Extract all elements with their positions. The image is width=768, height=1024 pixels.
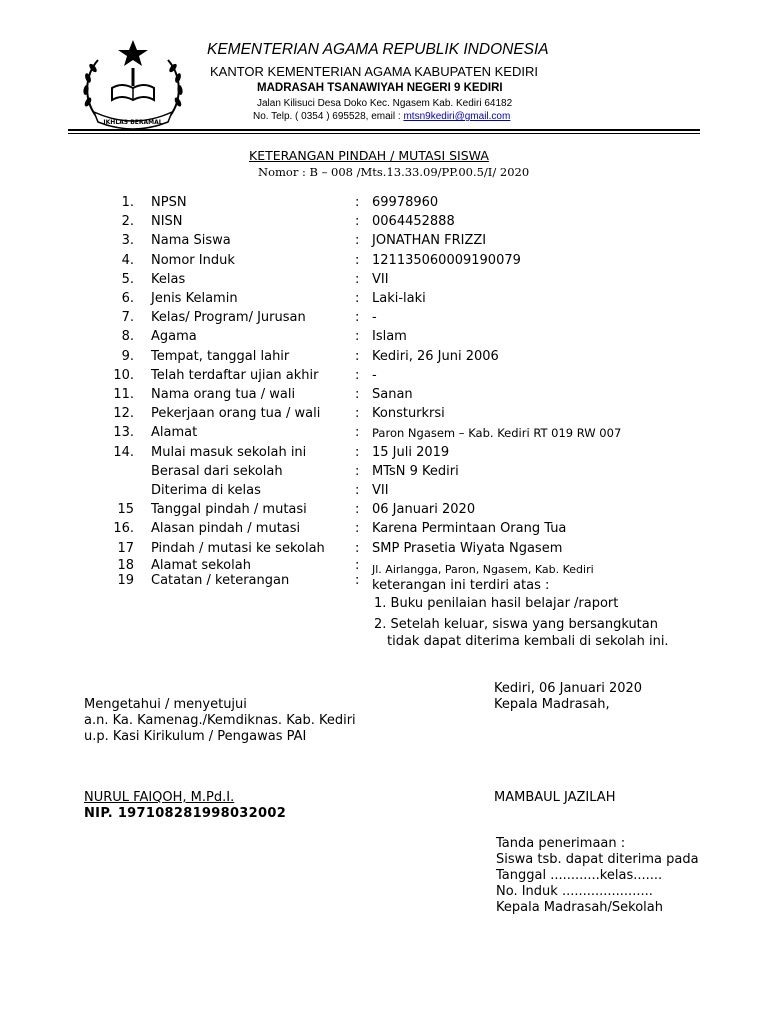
header-address: Jalan Kilisuci Desa Doko Kec. Ngasem Kab. Kediri 64182 bbox=[257, 98, 513, 109]
row-colon: : bbox=[355, 521, 360, 536]
row-label: Nama orang tua / wali bbox=[151, 387, 296, 402]
row-number: 12. bbox=[113, 406, 134, 421]
approval-line-3: u.p. Kasi Kirikulum / Pengawas PAI bbox=[84, 729, 307, 744]
row-value: Karena Permintaan Orang Tua bbox=[372, 521, 567, 536]
table-row bbox=[0, 272, 768, 291]
row-label: Telah terdaftar ujian akhir bbox=[151, 368, 319, 383]
table-row bbox=[0, 349, 768, 368]
row-value: 121135060009190079 bbox=[372, 253, 521, 268]
row-number: 16. bbox=[113, 521, 134, 536]
signature-position: Kepala Madrasah, bbox=[494, 697, 610, 712]
table-row bbox=[0, 483, 768, 502]
approver-nip: NIP. 197108281998032002 bbox=[84, 806, 287, 821]
row-number: 4. bbox=[121, 253, 134, 268]
table-row bbox=[0, 502, 768, 521]
table-row bbox=[0, 291, 768, 310]
table-row bbox=[0, 573, 768, 592]
row-value: VII bbox=[372, 483, 389, 498]
receipt-line-2: Siswa tsb. dapat diterima pada bbox=[496, 852, 699, 867]
email-link[interactable]: mtsn9kediri@gmail.com bbox=[403, 111, 511, 122]
row-label: Alamat bbox=[151, 425, 198, 440]
table-row bbox=[0, 195, 768, 214]
table-row bbox=[0, 387, 768, 406]
row-value: Kediri, 26 Juni 2006 bbox=[372, 349, 499, 364]
header-school: MADRASAH TSANAWIYAH NEGERI 9 KEDIRI bbox=[257, 82, 503, 94]
row-value: Jl. Airlangga, Paron, Ngasem, Kab. Kediri bbox=[372, 563, 594, 576]
row-value: 0064452888 bbox=[372, 214, 455, 229]
row-value: 06 Januari 2020 bbox=[372, 502, 476, 517]
approver-name: NURUL FAIQOH, M.Pd.I. bbox=[84, 790, 235, 805]
row-number: 6. bbox=[121, 291, 134, 306]
kemenag-logo bbox=[76, 38, 190, 130]
row-number: 11. bbox=[113, 387, 134, 402]
table-row bbox=[0, 253, 768, 272]
row-number: 8. bbox=[121, 329, 134, 344]
row-label: Pindah / mutasi ke sekolah bbox=[151, 541, 325, 556]
row-number: 13. bbox=[113, 425, 134, 440]
row-colon: : bbox=[355, 195, 360, 210]
row-label: Agama bbox=[151, 329, 197, 344]
receipt-line-4: No. Induk ...................... bbox=[496, 884, 653, 899]
row-label: Alasan pindah / mutasi bbox=[151, 521, 301, 536]
header-phone: No. Telp. ( 0354 ) 695528, email : bbox=[253, 111, 404, 122]
row-label: Alamat sekolah bbox=[151, 558, 251, 573]
row-number: 9. bbox=[121, 349, 134, 364]
row-label: Nomor Induk bbox=[151, 253, 235, 268]
header-rule-thick bbox=[68, 129, 700, 131]
approval-line-2: a.n. Ka. Kamenag./Kemdiknas. Kab. Kediri bbox=[84, 713, 356, 728]
row-colon: : bbox=[355, 253, 360, 268]
header-ministry: KEMENTERIAN AGAMA REPUBLIK INDONESIA bbox=[207, 41, 549, 58]
row-value: 69978960 bbox=[372, 195, 439, 210]
row-label: Berasal dari sekolah bbox=[151, 464, 283, 479]
row-value: MTsN 9 Kediri bbox=[372, 464, 459, 479]
note-item-1: 1. Buku penilaian hasil belajar /raport bbox=[374, 596, 619, 611]
row-value: Paron Ngasem – Kab. Kediri RT 019 RW 007 bbox=[372, 426, 622, 440]
row-label: Tempat, tanggal lahir bbox=[151, 349, 290, 364]
row-colon: : bbox=[355, 387, 360, 402]
row-colon: : bbox=[355, 541, 360, 556]
row-colon: : bbox=[355, 368, 360, 383]
row-value: Konsturkrsi bbox=[372, 406, 445, 421]
row-colon: : bbox=[355, 272, 360, 287]
row-colon: : bbox=[355, 310, 360, 325]
row-value: JONATHAN FRIZZI bbox=[372, 233, 487, 248]
row-number: 15 bbox=[117, 502, 134, 517]
table-row bbox=[0, 406, 768, 425]
row-number: 1. bbox=[121, 195, 134, 210]
row-colon: : bbox=[355, 291, 360, 306]
row-value: 15 Juli 2019 bbox=[372, 445, 450, 460]
row-label: Catatan / keterangan bbox=[151, 573, 290, 588]
row-label: Jenis Kelamin bbox=[151, 291, 238, 306]
header-rule-thin bbox=[68, 133, 700, 134]
receipt-line-5: Kepala Madrasah/Sekolah bbox=[496, 900, 663, 915]
row-number: 14. bbox=[113, 445, 134, 460]
note-item-2: 2. Setelah keluar, siswa yang bersangkutan bbox=[374, 617, 658, 632]
table-row bbox=[0, 521, 768, 540]
svg-text:IKHLAS BERAMAL: IKHLAS BERAMAL bbox=[103, 119, 163, 126]
row-number: 2. bbox=[121, 214, 134, 229]
row-number: 10. bbox=[113, 368, 134, 383]
row-colon: : bbox=[355, 483, 360, 498]
row-label: NISN bbox=[151, 214, 183, 229]
row-number: 7. bbox=[121, 310, 134, 325]
row-colon: : bbox=[355, 329, 360, 344]
row-label: NPSN bbox=[151, 195, 187, 210]
row-colon: : bbox=[355, 558, 360, 573]
note-item-2-cont: tidak dapat diterima kembali di sekolah ini. bbox=[387, 634, 669, 649]
row-colon: : bbox=[355, 502, 360, 517]
row-colon: : bbox=[355, 425, 360, 440]
header-office: KANTOR KEMENTERIAN AGAMA KABUPATEN KEDIRI bbox=[210, 64, 538, 79]
row-colon: : bbox=[355, 464, 360, 479]
row-label: Kelas bbox=[151, 272, 186, 287]
row-colon: : bbox=[355, 406, 360, 421]
row-number: 17 bbox=[117, 541, 134, 556]
receipt-line-3: Tanggal ............kelas....... bbox=[496, 868, 663, 883]
row-number: 19 bbox=[117, 573, 134, 588]
table-row bbox=[0, 214, 768, 233]
document-title: KETERANGAN PINDAH / MUTASI SISWA bbox=[249, 148, 489, 163]
row-value: - bbox=[372, 310, 377, 325]
table-row bbox=[0, 464, 768, 483]
receipt-line-1: Tanda penerimaan : bbox=[496, 836, 626, 851]
row-colon: : bbox=[355, 445, 360, 460]
row-value: Sanan bbox=[372, 387, 413, 402]
row-value: Laki-laki bbox=[372, 291, 426, 306]
approval-line-1: Mengetahui / menyetujui bbox=[84, 697, 247, 712]
row-number: 5. bbox=[121, 272, 134, 287]
table-row bbox=[0, 368, 768, 387]
row-colon: : bbox=[355, 349, 360, 364]
row-label: Nama Siswa bbox=[151, 233, 231, 248]
row-colon: : bbox=[355, 573, 360, 588]
row-label: Diterima di kelas bbox=[151, 483, 261, 498]
table-row bbox=[0, 329, 768, 348]
signature-place-date: Kediri, 06 Januari 2020 bbox=[494, 681, 643, 696]
row-value: VII bbox=[372, 272, 389, 287]
row-colon: : bbox=[355, 214, 360, 229]
table-row bbox=[0, 233, 768, 252]
table-row bbox=[0, 445, 768, 464]
headmaster-name: MAMBAUL JAZILAH bbox=[494, 790, 616, 805]
row-value: SMP Prasetia Wiyata Ngasem bbox=[372, 541, 563, 556]
row-value: keterangan ini terdiri atas : bbox=[372, 578, 550, 593]
row-label: Tanggal pindah / mutasi bbox=[151, 502, 307, 517]
table-row bbox=[0, 310, 768, 329]
header-contact bbox=[253, 111, 510, 122]
table-row bbox=[0, 425, 768, 444]
document-number: Nomor : B – 008 /Mts.13.33.09/PP.00.5/I/ 2020 bbox=[258, 165, 530, 179]
row-label: Pekerjaan orang tua / wali bbox=[151, 406, 321, 421]
row-label: Mulai masuk sekolah ini bbox=[151, 445, 307, 460]
row-value: - bbox=[372, 368, 377, 383]
row-number: 3. bbox=[121, 233, 134, 248]
row-value: Islam bbox=[372, 329, 407, 344]
row-number: 18 bbox=[117, 558, 134, 573]
row-colon: : bbox=[355, 233, 360, 248]
row-label: Kelas/ Program/ Jurusan bbox=[151, 310, 306, 325]
